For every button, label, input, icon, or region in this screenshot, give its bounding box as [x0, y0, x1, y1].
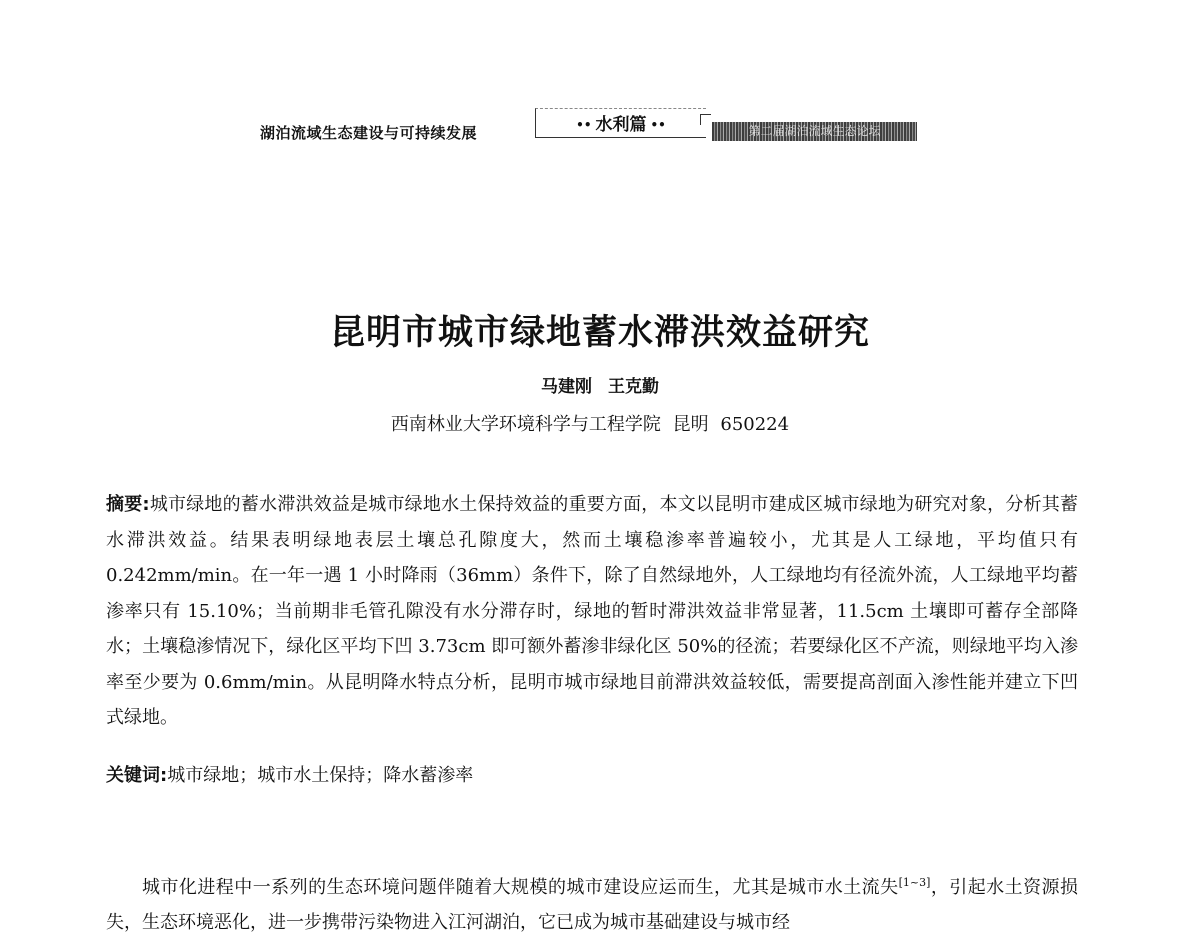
keywords-text: 城市绿地；城市水土保持；降水蓄渗率: [167, 765, 474, 786]
header-forum-banner: 第二届湖泊流域生态论坛: [712, 122, 917, 141]
header-dots-left: ••: [576, 118, 592, 132]
article-title: 昆明市城市绿地蓄水滞洪效益研究: [329, 312, 870, 354]
header-section-title-wrap: [536, 110, 706, 135]
abstract-text: 城市绿地的蓄水滞洪效益是城市绿地水土保持效益的重要方面，本文以昆明市建成区城市绿地为研究对象，分析其蓄水滞洪效益。结果表明绿地表层土壤总孔隙度大，然而土壤稳渗率普遍较小，尤其是人工绿地，平均值只有 0.242mm/min。在一年一遇 1 小时降雨（36mm）条件下，除了自然绿地外，人工绿地均有径流外流，人工绿地平均蓄渗率只有 15.10%；当前期非毛管孔隙没有水分滞存时，绿地的暂时滞洪效益非常显著，11.5cm 土壤即可蓄存全部降水；土壤稳渗情况下，绿化区平均下凹 3.73cm 即可额外蓄渗非绿化区 50%的径流；若要绿化区不产流，则绿地平均入渗率至少要为 0.6mm/min。从昆明降水特点分析，昆明市城市绿地目前滞洪效益较低，需要提高剖面入渗性能并建立下凹式绿地。: [106, 494, 1078, 728]
body-paragraph-text-part2: ，引起水土资源损失，生态环境恶化，进一步携带污染物进入江河湖泊，它已成为城市基础建设与城市经: [106, 877, 1078, 933]
article-affiliation: 西南林业大学环境科学与工程学院 昆明 650224: [390, 414, 790, 435]
keywords: [106, 761, 1078, 791]
header-section-title: 水利篇: [595, 115, 647, 135]
header-section-box: [535, 108, 706, 138]
abstract: [106, 487, 1078, 736]
header-corner-decoration: [700, 114, 711, 125]
keywords-label: 关键词:: [106, 765, 168, 786]
abstract-label: 摘要:: [106, 494, 150, 515]
citation-ref: [1~3]: [898, 876, 931, 889]
article-authors: 马建刚 王克勤: [541, 377, 659, 397]
body-paragraph: [106, 870, 1078, 940]
header-dots-right: ••: [650, 118, 666, 132]
running-header: [260, 108, 920, 148]
body-paragraph-text-part1: 城市化进程中一系列的生态环境问题伴随着大规模的城市建设应运而生，尤其是城市水土流失: [142, 877, 899, 898]
header-journal-name: 湖泊流域生态建设与可持续发展: [260, 124, 478, 142]
